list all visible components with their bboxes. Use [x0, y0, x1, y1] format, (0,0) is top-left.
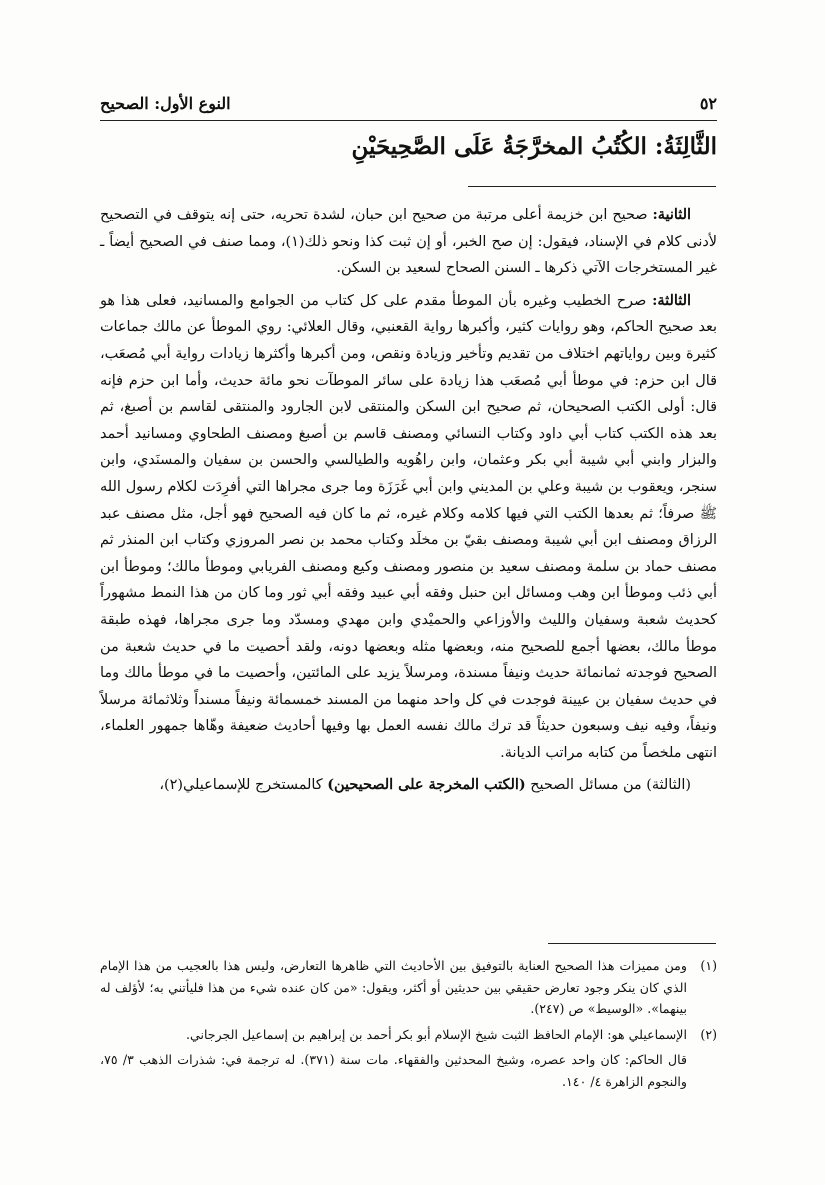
footnotes — [100, 955, 717, 1092]
paragraph-lead: الثانية: — [652, 206, 691, 223]
section-heading: الثَّالِثَةُ: الكُتُبُ المخرَّجَةُ عَلَى الصَّحِيحَيْنِ — [351, 133, 717, 160]
paragraph-text: كالمستخرج للإسماعيلي(٢)، — [159, 777, 328, 794]
footnote-2-continuation: قال الحاكم: كان واحد عصره، وشيخ المحدثين والفقهاء. مات سنة (٣٧١). له ترجمة في: شذرات الذهب ٣/ ٧٥، والنجوم الزاهرة ٤/ ١٤٠. — [100, 1052, 688, 1089]
paragraph-text: صرح الخطيب وغيره بأن الموطأ مقدم على كل كتاب من الجوامع والمسانيد، فعلى هذا هو بعد صحيح الحاكم، وهو روايات كثير، وأكبرها رواية القعنبي، وقال العلائي: روي الموطأ عن مالك جماعات كثيرة وبين رواياتهم اختلاف من تقديم وتأخير وزيادة ونقص، ومن أكبرها وأكثرها زيادات رواية أبي مُصعَب، قال ابن حزم: في موطأ أبي مُصعَب هذا زيادة على سائر الموطآت نحو مائة حديث، وأما ابن حزم فإنه قال: أولى الكتب الصحيحان، ثم صحيح ابن السكن والمنتقى لابن الجارود والمنتقى لقاسم بن أصبغ، ثم بعد هذه الكتب كتاب أبي داود وكتاب النسائي ومصنف قاسم بن أصبغ ومصنف الطحاوي ومسانيد أحمد والبزار وابني أبي شيبة أبي بكر وعثمان، وابن راهُويه والطيالسي والحسن بن سفيان والمسنَدي، وابن سنجر، ويعقوب بن شيبة وعلي بن المديني وابن أبي غَرَزَة وما جرى مجراها التي أفرِدَت لكلام رسول الله ﷺ صرفاً؛ ثم بعدها الكتب التي فيها كلامه وكلام غيره، ثم ما كان فيه الصحيح فهو أجل، مثل مصنف عبد الرزاق ومصنف ابن أبي شيبة ومصنف بقيّ بن مخلَد وكتاب محمد بن نصر المروزي وكتاب ابن المنذر ثم مصنف حماد بن سلمة ومصنف سعيد بن منصور ومصنف وكيع ومصنف الفريابي وموطأ مالك؛ وموطأ ابن أبي ذئب وموطأ ابن وهب ومسائل ابن حنبل وفقه أبي عبيد وفقه أبي ثور وما كان من هذا النمط مشهوراً كحديث شعبة وسفيان والليث والأوزاعي والحميْدي وابن مهدي ومسدّد وما جرى مجراها، فهذه طبقة موطأ مالك، بعضها أجمع للصحيح منه، وبعضها مثله وبعضها دونه، ولقد أحصيت ما في حديث شعبة من الصحيح فوجدته ثمانمائة حديث ونيفاً مسندة، ومرسلاً يزيد على المائتين، وأحصيت ما في موطأ مالك وما في حديث سفيان بن عيينة فوجدت في كل واحد منهما من المسند خمسمائة ونيفاً مسنداً وثلاثمائة مرسلاً ونيفاً، وفيه نيف وسبعون حديثاً قد ترك مالك نفسه العمل بها وفيها أحاديث ضعيفة وهّاها جمهور العلماء، انتهى ملخصاً من كتابه مراتب الديانة. — [100, 292, 717, 761]
heading-underline — [468, 186, 716, 187]
paragraph-lead: الثالثة: — [652, 291, 691, 309]
footnote-1 — [100, 955, 717, 1020]
footnote-separator — [548, 943, 716, 944]
paragraph-bold-term: (الكتب المخرجة على الصحيحين) — [327, 776, 526, 794]
footnote-2 — [100, 1024, 717, 1046]
page-number: ٥٢ — [699, 94, 717, 113]
running-header — [100, 92, 717, 121]
running-title: النوع الأول: الصحيح — [100, 94, 231, 113]
footnote-text: الإسماعيلي هو: الإمام الحافظ الثبت شيخ الإسلام أبو بكر أحمد بن إبراهيم بن إسماعيل الجرجاني. — [185, 1026, 687, 1042]
footnote-number: (١) — [700, 958, 717, 973]
main-text — [100, 202, 717, 805]
paragraph-text: (الثالثة) من مسائل الصحيح — [525, 777, 691, 794]
footnote-number: (٢) — [700, 1026, 717, 1042]
paragraph-second — [100, 202, 717, 282]
paragraph-text: صحيح ابن خزيمة أعلى مرتبة من صحيح ابن حبان، لشدة تحريه، حتى إنه يتوقف في التصحيح لأدنى كلام في الإسناد، فيقول: إن صح الخبر، أو إن ثبت كذا ونحو ذلك(١)، ومما صنف في الصحيح أيضاً ـ غير المستخرجات الآتي ذكرها ـ السنن الصحاح لسعيد بن السكن. — [100, 207, 717, 277]
paragraph-third — [100, 288, 717, 767]
footnote-text: ومن مميزات هذا الصحيح العناية بالتوفيق بين الأحاديث التي ظاهرها التعارض، وليس هذا بالعجيب من هذا الإمام الذي كان ينكر وجود تعارض حقيقي بين حديثين أو أكثر، ويقول: «من كان عنده شيء من هذا فليأتني به؛ لأؤلف له بينهما». «الوسيط» ص (٢٤٧). — [100, 958, 687, 1016]
paragraph-section-intro — [100, 772, 717, 799]
